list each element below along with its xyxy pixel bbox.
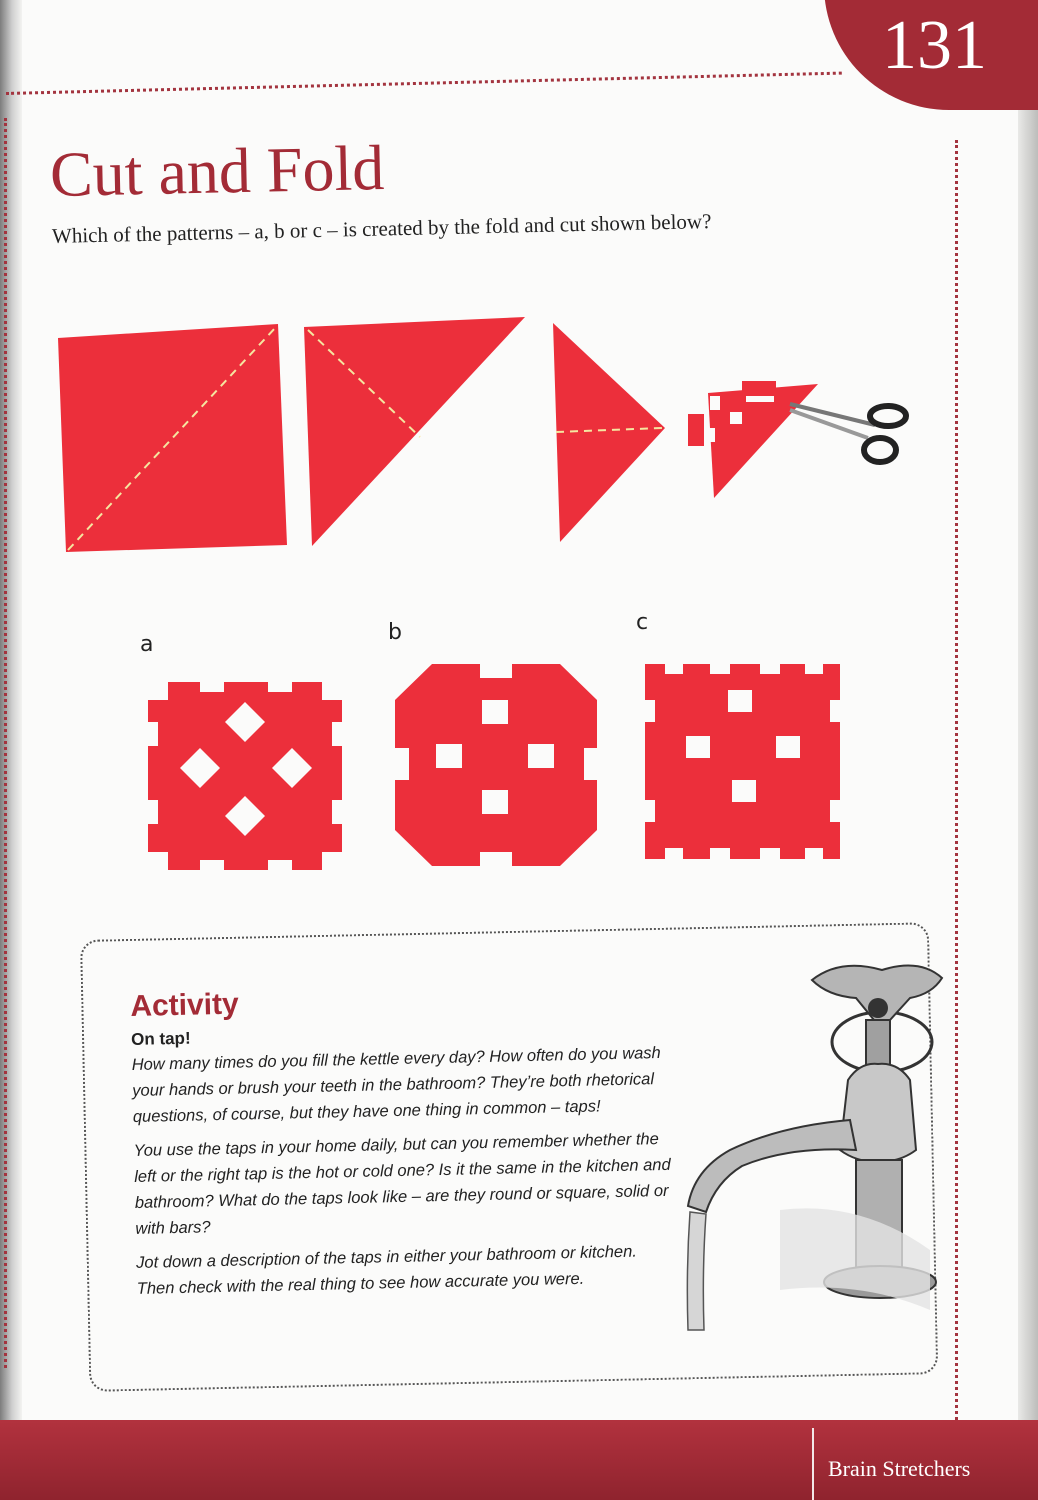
fold-step-1 <box>58 324 287 552</box>
activity-heading: Activity <box>130 987 240 1023</box>
option-label-c: c <box>636 610 649 635</box>
activity-paragraph-2: You use the taps in your home daily, but can you remember whether the left or the right tap is the hot or cold one? Is it the same in the kitchen and bathroom? What do the taps look like – are they round or square, solid or with bars? <box>133 1130 671 1238</box>
activity-subheading: On tap! <box>130 1028 191 1049</box>
page-title: Cut and Fold <box>49 132 385 210</box>
activity-paragraph-1: How many times do you fill the kettle every day? How often do you wash your hands or brush your teeth in the bathroom? They’re both rhetorical questions, of course, but they have one thing in common – taps! <box>131 1043 661 1126</box>
fold-step-4-cut <box>688 381 818 498</box>
activity-paragraph-3: Jot down a description of the taps in either your bathroom or kitchen. Then check with the real thing to see how accurate you were. <box>135 1242 638 1298</box>
fold-step-3 <box>553 323 665 542</box>
tap-illustration <box>660 950 950 1350</box>
pattern-c <box>635 652 850 870</box>
pattern-b <box>383 652 610 878</box>
question-text: Which of the patterns – a, b or c – is created by the fold and cut shown below? <box>51 209 712 248</box>
option-label-b: b <box>388 620 402 645</box>
footer-divider <box>812 1428 814 1500</box>
scissors-icon <box>790 404 906 462</box>
page-number: 131 <box>882 7 987 84</box>
activity-content <box>130 978 677 1310</box>
fold-step-2 <box>304 317 525 546</box>
option-label-a: a <box>140 632 154 657</box>
pattern-a <box>140 670 350 880</box>
footer-section-title: Brain Stretchers <box>828 1456 971 1481</box>
